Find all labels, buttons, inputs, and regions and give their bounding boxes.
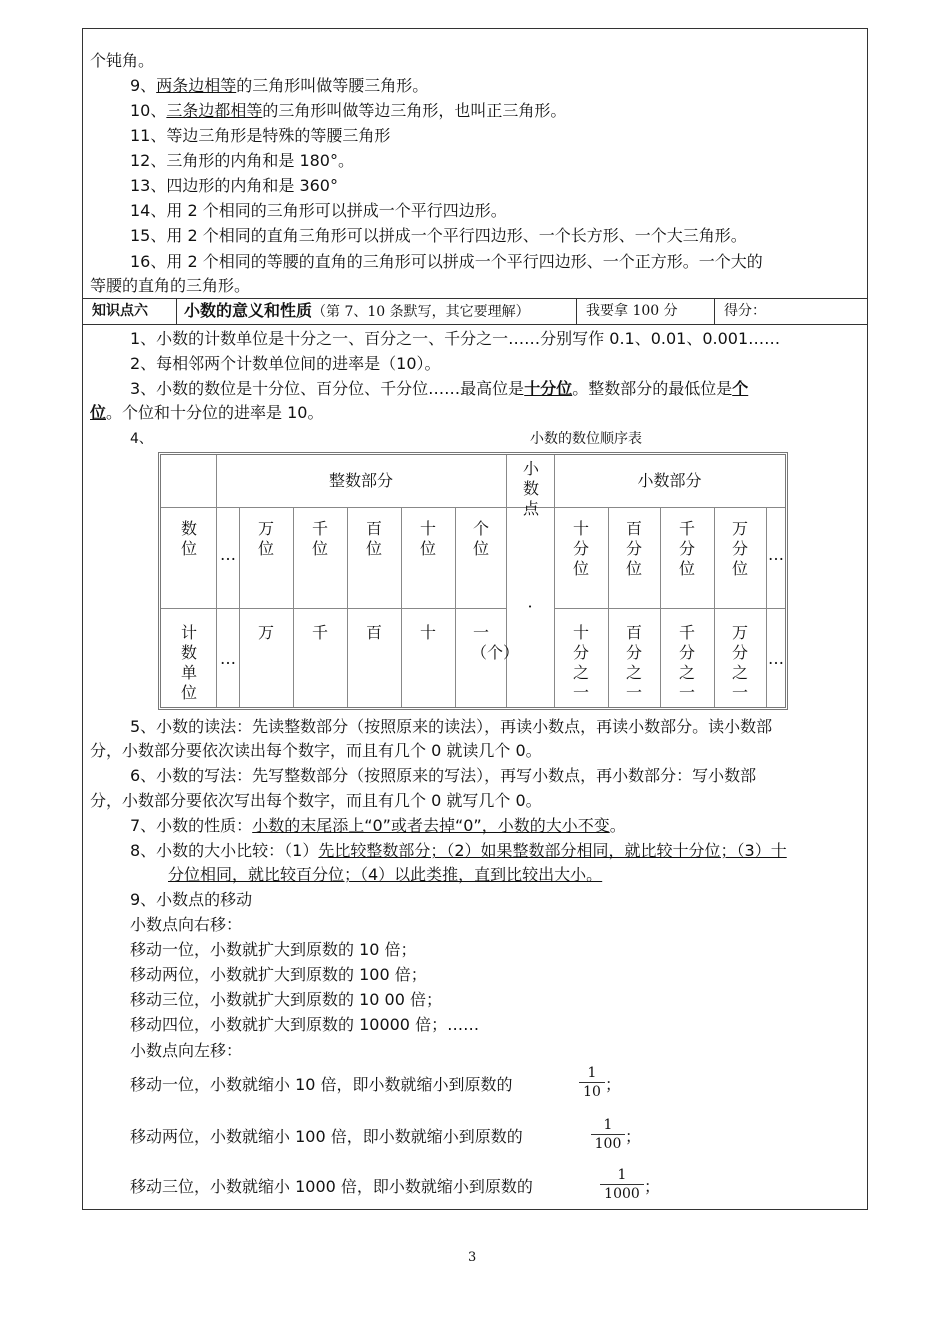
place-cell: 万分位 — [731, 519, 748, 578]
divider — [82, 324, 868, 325]
section-title: 小数的意义和性质（第 7、10 条默写，其它要理解） — [184, 301, 530, 320]
item-6: 6、小数的写法：先写整数部分（按照原来的写法），再写小数点，再小数部分：写小数部 — [130, 766, 757, 785]
text-line: 12、三角形的内角和是 180°。 — [130, 151, 354, 170]
item-1: 1、小数的计数单位是十分之一、百分之一、千分之一……分别写作 0.1、0.01、0.001…… — [130, 329, 781, 348]
unit-cell: 千 — [311, 623, 328, 642]
table-col-line — [506, 455, 507, 707]
table-col-line — [239, 507, 240, 707]
table-col-line — [660, 507, 661, 707]
table-col-line — [347, 507, 348, 707]
right-shift-line: 移动两位，小数就扩大到原数的 100 倍； — [130, 965, 427, 984]
unit-cell: 万分之一 — [731, 623, 748, 702]
table-col-line — [455, 507, 456, 707]
divider — [714, 298, 715, 324]
table-col-line — [216, 455, 217, 707]
item-2: 2、每相邻两个计数单位间的进率是（10）。 — [130, 354, 441, 373]
dec-part-header: 小数部分 — [637, 471, 702, 490]
place-cell: 千分位 — [678, 519, 695, 578]
section-goal: 我要拿 100 分 — [586, 303, 678, 319]
int-part-header: 整数部分 — [328, 471, 393, 490]
text-line: 等腰的直角的三角形。 — [90, 276, 251, 295]
place-cell: 十位 — [419, 519, 436, 558]
ellipsis: … — [220, 545, 236, 564]
place-value-table — [158, 452, 788, 710]
text-line: 16、用 2 个相同的等腰的直角的三角形可以拼成一个平行四边形、一个正方形。一个大的 — [130, 252, 763, 271]
item-3: 3、小数的数位是十分位、百分位、千分位……最高位是十分位。整数部分的最低位是个 — [130, 379, 749, 398]
ellipsis: … — [768, 649, 784, 668]
unit-cell: 万 — [257, 623, 274, 642]
fraction: 1 100 — [591, 1116, 625, 1153]
item-6-cont: 分，小数部分要依次写出每个数字，而且有几个 0 就写几个 0。 — [90, 791, 542, 810]
table-col-line — [554, 455, 555, 707]
table-col-line — [714, 507, 715, 707]
item-8-cont: 分位相同，就比较百分位；（4）以此类推，直到比较出大小。 — [168, 865, 603, 884]
score-field: 得分： — [724, 303, 766, 319]
table-col-line — [766, 507, 767, 707]
unit-cell: 千分之一 — [678, 623, 695, 702]
text-line-10: 10、三条边都相等的三角形叫做等边三角形，也叫正三角形。 — [130, 101, 567, 120]
row-label-places: 数位 — [180, 519, 197, 558]
right-shift-line: 移动三位，小数就扩大到原数的 10 00 倍； — [130, 990, 442, 1009]
divider — [176, 298, 177, 324]
item-4: 4、 — [130, 431, 153, 447]
right-shift-title: 小数点向右移： — [130, 915, 243, 934]
left-shift-line: 移动一位，小数就缩小 10 倍，即小数就缩小到原数的 — [130, 1075, 513, 1094]
item-8: 8、小数的大小比较：（1）先比较整数部分；（2）如果整数部分相同，就比较十分位；（3）十 — [130, 841, 787, 860]
text-line: 个钝角。 — [90, 51, 155, 70]
text-line: 15、用 2 个相同的直角三角形可以拼成一个平行四边形、一个长方形、一个大三角形。 — [130, 226, 747, 245]
page-number: 3 — [468, 1250, 477, 1265]
place-cell: 个位 — [472, 519, 489, 558]
fraction: 1 10 — [579, 1064, 605, 1101]
table-col-line — [401, 507, 402, 707]
item-5: 5、小数的读法：先读整数部分（按照原来的读法），再读小数点，再读小数部分。读小数部 — [130, 717, 773, 736]
unit-cell: 百分之一 — [625, 623, 642, 702]
unit-cell: 十 — [419, 623, 436, 642]
divider — [576, 298, 577, 324]
row-label-units: 计数单位 — [180, 623, 197, 702]
left-shift-line: 移动两位，小数就缩小 100 倍，即小数就缩小到原数的 — [130, 1127, 523, 1146]
place-cell: 百分位 — [625, 519, 642, 578]
semicolon: ； — [644, 1177, 661, 1196]
item-3-cont: 位。个位和十分位的进率是 10。 — [90, 403, 324, 422]
ellipsis: … — [220, 649, 236, 668]
right-shift-line: 移动四位，小数就扩大到原数的 10000 倍；…… — [130, 1015, 480, 1034]
ellipsis: … — [768, 545, 784, 564]
table-col-line — [293, 507, 294, 707]
table-row-line — [554, 608, 785, 609]
text-line: 11、等边三角形是特殊的等腰三角形 — [130, 126, 391, 145]
text-line-9: 9、两条边相等的三角形叫做等腰三角形。 — [130, 76, 429, 95]
item-7: 7、小数的性质：小数的末尾添上“0”或者去掉“0”，小数的大小不变。 — [130, 816, 626, 835]
fraction: 1 1000 — [600, 1166, 644, 1203]
unit-cell: 百 — [365, 623, 382, 642]
place-cell: 百位 — [365, 519, 382, 558]
text-line: 13、四边形的内角和是 360° — [130, 176, 338, 195]
table-col-line — [608, 507, 609, 707]
place-cell: 十分位 — [572, 519, 589, 578]
place-cell: 万位 — [257, 519, 274, 558]
point-header: 小数点 — [522, 459, 539, 518]
unit-cell: 一（个） — [471, 623, 520, 662]
semicolon: ； — [605, 1075, 622, 1094]
place-cell: 千位 — [311, 519, 328, 558]
table-row-line — [161, 507, 785, 508]
section-label: 知识点六 — [92, 303, 148, 319]
item-5-cont: 分，小数部分要依次读出每个数字，而且有几个 0 就读几个 0。 — [90, 741, 542, 760]
decimal-point: · — [527, 597, 533, 616]
semicolon: ； — [625, 1127, 642, 1146]
right-shift-line: 移动一位，小数就扩大到原数的 10 倍； — [130, 940, 417, 959]
item-9: 9、小数点的移动 — [130, 890, 253, 909]
unit-cell: 十分之一 — [572, 623, 589, 702]
text-line: 14、用 2 个相同的三角形可以拼成一个平行四边形。 — [130, 201, 507, 220]
left-shift-line: 移动三位，小数就缩小 1000 倍，即小数就缩小到原数的 — [130, 1177, 533, 1196]
table-caption: 小数的数位顺序表 — [530, 431, 642, 447]
left-shift-title: 小数点向左移： — [130, 1041, 243, 1060]
